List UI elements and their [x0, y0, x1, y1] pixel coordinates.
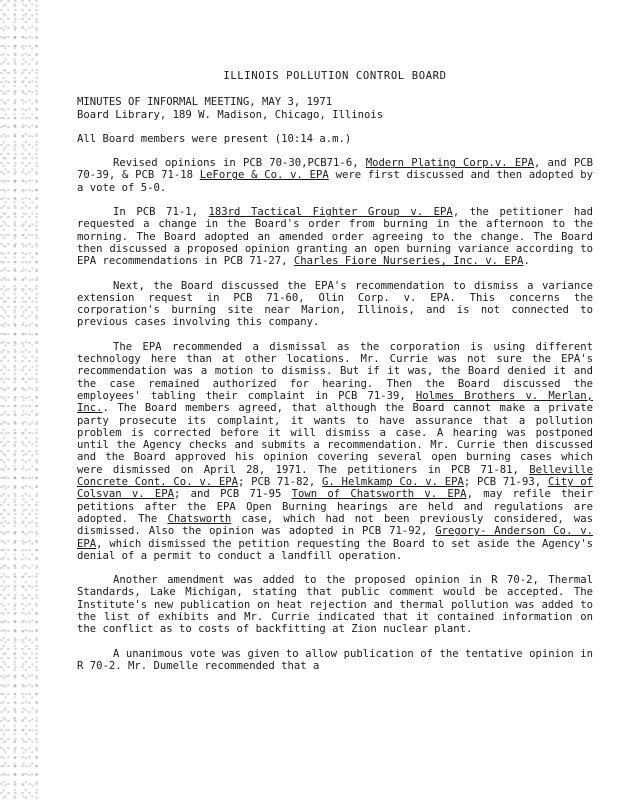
document-body [77, 70, 593, 684]
p4-text-1: The EPA recommended a dismissal as the corporation is using different technology here than at other locations. Mr. Currie was not sure the EPA's recommendation was a motion to dismiss. But if it was, the Board denied it and the case remained authorized for hearing. Then the Board discussed the employees' tabling their complaint in PCB 71-39, [77, 340, 593, 402]
p1-text-2: , and PCB 70-39, & PCB 71-18 [77, 157, 593, 182]
p2-case-name-1: 183rd Tactical Fighter Group v. EPA [208, 206, 453, 219]
p4-case-name-2: Belleville Concrete Cont. Co. v. EPA [77, 463, 593, 489]
p4-text-6: , may refile their petitions after the EPA Open Burning hearings are held and regulations are adopted. The [77, 488, 593, 525]
p2-text-1: In PCB 71-1, [113, 206, 209, 219]
meeting-location: Board Library, 189 W. Madison, Chicago, Illinois [77, 108, 384, 121]
p5-text-1: Another amendment was added to the proposed opinion in R 70-2, Thermal Standards, Lake Michigan, stating that public comment would be accepted. The Institute's new publication on heat rejection and thermal pollution was added to the list of exhibits and Mr. Currie indicated that it contained information on the conflict as to costs of backfitting at Zion nuclear plant. [77, 574, 593, 636]
p4-case-name-6: Chatsworth [167, 512, 232, 525]
paragraph-6 [77, 648, 593, 673]
p4-text-3: ; PCB 71-82, [237, 476, 323, 489]
p1-text-1: Revised opinions in PCB 70-30,PCB71-6, [113, 157, 366, 170]
p4-case-name-4: City of Colsvan v. EPA [77, 476, 593, 501]
p1-case-name-2: LeForge & Co. v. EPA [199, 169, 329, 182]
p4-text-7: case, which had not been previously considered, was dismissed. Also the opinion was adopted in PCB 71-92, [77, 512, 594, 538]
p4-text-2: . The Board members agreed, that although the Board cannot make a private party prosecute its complaint, it wants to have assurance that a pollution problem is corrected before it will dismiss a case. A hearing was postponed until the Agency checks and submits a recommendation. Mr. Currie then discussed and the Board approved his opinion covering several open burning cases which were dismissed on April 28, 1971. The petitioners in PCB 71-81, [77, 402, 593, 476]
p4-case-name-3: G. Helmkamp Co. v. EPA [322, 476, 464, 489]
p4-text-5: ; and PCB 71-95 [174, 488, 292, 501]
paragraph-3 [77, 280, 593, 329]
p4-case-name-7: Gregory- Anderson Co. v. EPA [77, 525, 593, 550]
paragraph-2 [77, 206, 593, 267]
attendance-note: All Board members were present (10:14 a.m.) [77, 132, 352, 145]
p2-case-name-2: Charles Fiore Nurseries, Inc. v. EPA [293, 255, 524, 268]
p1-case-name-1: Modern Plating Corp.v. EPA [365, 157, 534, 170]
paragraph-1 [77, 157, 593, 194]
p2-text-3: . [523, 255, 530, 268]
p3-text-1: Next, the Board discussed the EPA's recommendation to dismiss a variance extension request in PCB 71-60, Olin Corp. v. EPA. This concerns the corporation's burning site near Marion, Illinois, and is not connected to previous cases involving this company. [77, 279, 593, 329]
minutes-title: MINUTES OF INFORMAL MEETING, MAY 3, 1971 [77, 96, 333, 109]
paragraph-4 [77, 341, 593, 562]
p4-case-name-5: Town of Chatsworth v. EPA [291, 488, 467, 501]
p4-text-4: ; PCB 71-93, [463, 476, 548, 489]
p6-text-1: A unanimous vote was given to allow publication of the tentative opinion in R 70-2. Mr. Dumelle recommended that a [77, 647, 593, 672]
p1-text-3: were first discussed and then adopted by a vote of 5-0. [77, 169, 593, 194]
document-title: ILLINOIS POLLUTION CONTROL BOARD [223, 70, 447, 82]
p4-text-8: , which dismissed the petition requesting the Board to set aside the Agency's denial of a permit to conduct a landfill operation. [77, 537, 593, 562]
paragraph-5 [77, 574, 593, 635]
p4-case-name-1: Holmes Brothers v. Merlan, Inc. [77, 389, 593, 415]
scan-edge-noise [0, 0, 38, 800]
p2-text-2: , the petitioner had requested a change in the Board's order from burning in the afternoon to the morning. The Board adopted an amended order agreeing to the change. The Board then discussed a proposed opinion granting an open burning variance according to EPA recommendations in PCB 71-27, [77, 206, 594, 268]
